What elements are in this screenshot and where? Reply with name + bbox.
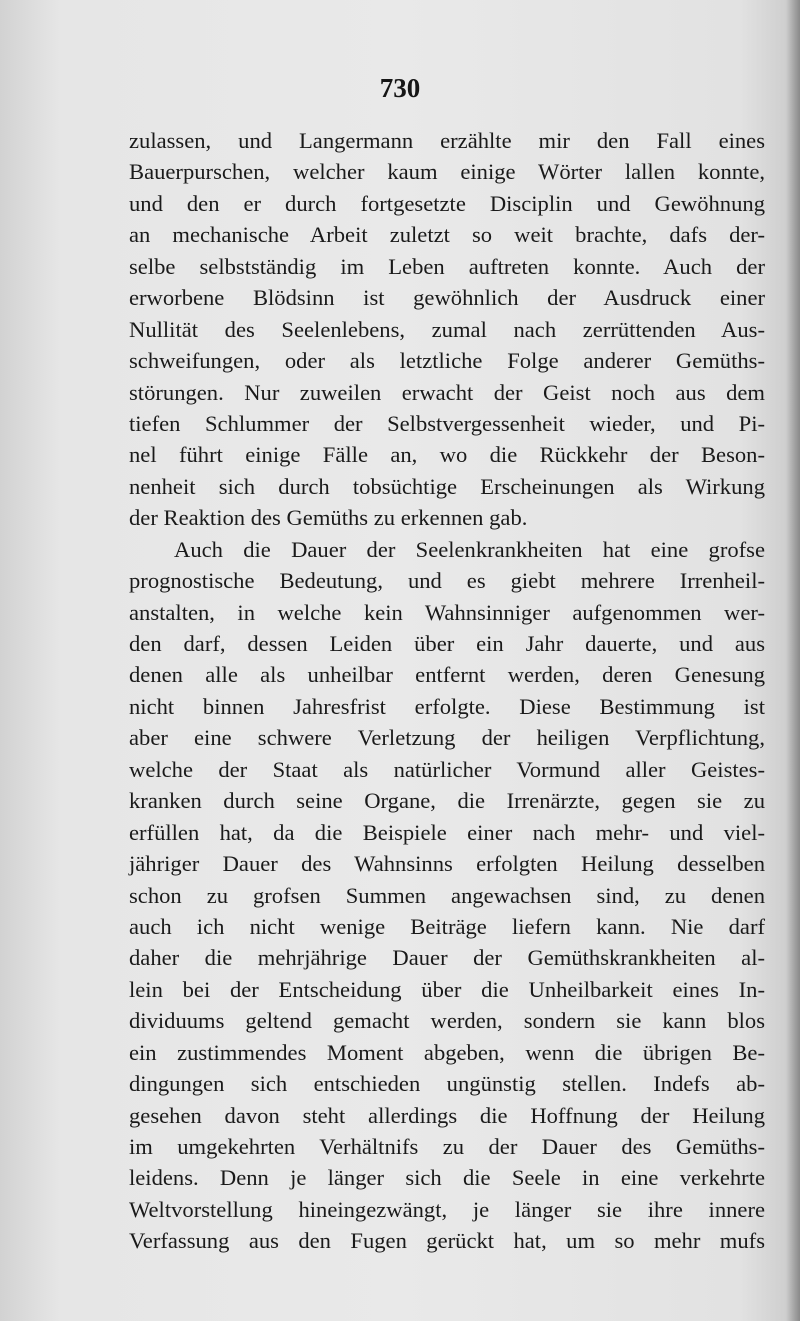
text-line: anstalten, in welche kein Wahnsinniger aufgenommen wer- — [129, 599, 765, 625]
text-line: prognostische Bedeutung, und es giebt mehrere Irrenheil- — [129, 568, 765, 594]
text-line: auch ich nicht wenige Beiträge liefern kann. Nie darf — [129, 913, 765, 939]
text-line: lein bei der Entscheidung über die Unheilbarkeit eines In- — [129, 976, 765, 1002]
text-line: welche der Staat als natürlicher Vormund aller Geistes- — [129, 756, 765, 782]
text-line: im umgekehrten Verhältnifs zu der Dauer des Gemüths- — [129, 1134, 765, 1159]
text-line: Auch die Dauer der Seelenkrankheiten hat eine grofse — [174, 536, 765, 562]
text-line: nicht binnen Jahresfrist erfolgte. Diese Bestimmung ist — [129, 693, 765, 719]
body-text — [129, 125, 765, 1257]
text-line: tiefen Schlummer der Selbstvergessenheit wieder, und Pi- — [129, 410, 765, 436]
text-line: jähriger Dauer des Wahnsinns erfolgten Heilung desselben — [129, 851, 765, 877]
text-line: zulassen, und Langermann erzählte mir den Fall eines — [129, 128, 765, 153]
text-line: leidens. Denn je länger sich die Seele in eine verkehrte — [129, 1165, 765, 1191]
text-line: denen alle als unheilbar entfernt werden, deren Genesung — [129, 662, 765, 688]
text-line: gesehen davon steht allerdings die Hoffnung der Heilung — [129, 1102, 765, 1128]
text-line: der Reaktion des Gemüths zu erkennen gab. — [129, 505, 528, 531]
text-line: erworbene Blödsinn ist gewöhnlich der Ausdruck einer — [129, 285, 765, 311]
text-line: den darf, dessen Leiden über ein Jahr dauerte, und aus — [129, 631, 765, 656]
text-line: schweifungen, oder als letztliche Folge anderer Gemüths- — [129, 348, 765, 374]
text-line: an mechanische Arbeit zuletzt so weit brachte, dafs der- — [129, 222, 765, 248]
text-line: ein zustimmendes Moment abgeben, wenn die übrigen Be- — [129, 1039, 765, 1065]
page-number: 730 — [379, 73, 421, 103]
text-line: selbe selbstständig im Leben auftreten konnte. Auch der — [129, 253, 765, 279]
text-line: schon zu grofsen Summen angewachsen sind, zu denen — [129, 882, 765, 908]
page-edge-shadow — [786, 0, 800, 1321]
text-line: störungen. Nur zuweilen erwacht der Geist noch aus dem — [129, 379, 765, 405]
text-line: erfüllen hat, da die Beispiele einer nach mehr- und viel- — [129, 819, 765, 845]
text-line: nel führt einige Fälle an, wo die Rückkehr der Beson- — [129, 442, 765, 468]
text-line: nenheit sich durch tobsüchtige Erscheinungen als Wirkung — [129, 473, 765, 499]
text-line: daher die mehrjährige Dauer der Gemüthskrankheiten al- — [129, 945, 765, 971]
text-line: dingungen sich entschieden ungünstig stellen. Indefs ab- — [129, 1071, 765, 1097]
text-line: aber eine schwere Verletzung der heiligen Verpflichtung, — [129, 725, 765, 751]
text-line: Weltvorstellung hineingezwängt, je länger sie ihre innere — [129, 1196, 765, 1222]
text-line: dividuums geltend gemacht werden, sondern sie kann blos — [129, 1008, 765, 1034]
text-line: Verfassung aus den Fugen gerückt hat, um so mehr mufs — [129, 1228, 765, 1254]
text-line: kranken durch seine Organe, die Irrenärzte, gegen sie zu — [129, 788, 765, 814]
text-line: Bauerpurschen, welcher kaum einige Wörter lallen konnte, — [129, 159, 765, 185]
text-line: und den er durch fortgesetzte Disciplin und Gewöhnung — [129, 190, 765, 216]
text-line: Nullität des Seelenlebens, zumal nach zerrüttenden Aus- — [129, 316, 765, 342]
